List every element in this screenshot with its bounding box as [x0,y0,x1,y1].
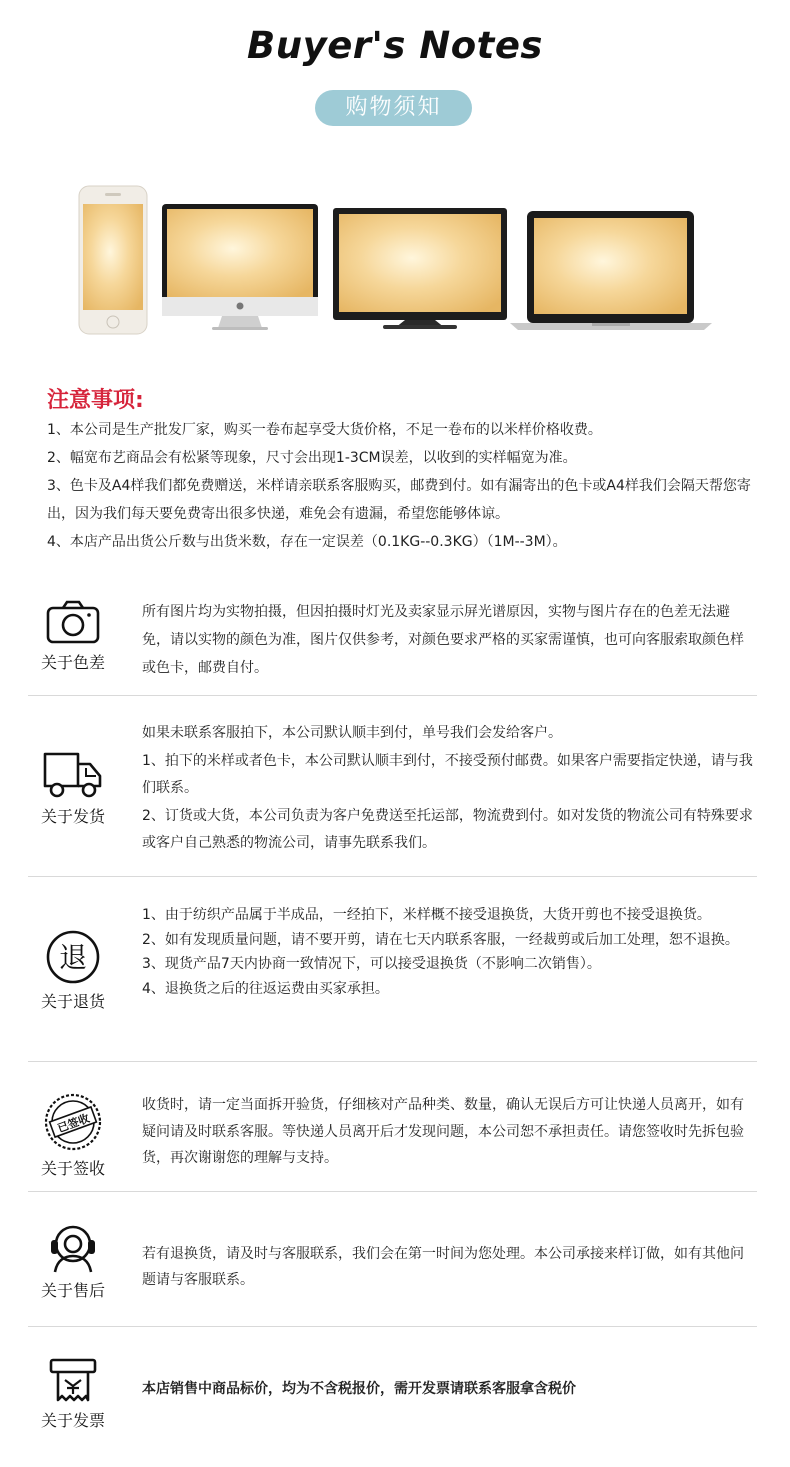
section-text: 3、现货产品7天内协商一致情况下，可以接受退换货（不影响二次销售）。 [142,956,601,972]
section-label: 关于退货 [40,992,105,1011]
subtitle-badge: 购物须知 [315,90,472,126]
section-label: 关于色差 [40,653,105,672]
section-returns [28,903,757,1053]
section-text: 本店销售中商品标价，均为不含税报价，需开发票请联系客服拿含税价 [142,1381,576,1397]
page-title: Buyer's Notes [247,24,543,67]
notice-item: 2、幅宽布艺商品会有松紧等现象，尺寸会出现1-3CM误差，以收到的实样幅宽为准。 [47,450,577,466]
stamp-text: 已签收 [55,1111,92,1136]
section-text: 如果未联系客服拍下，本公司默认顺丰到付，单号我们会发给客户。 [142,725,562,741]
truck-icon [42,748,104,800]
section-text: 所有图片均为实物拍摄，但因拍摄时灯光及卖家显示屏光谱原因，实物与图片存在的色差无法避免，请以实物的颜色为准，图片仅供参考，对颜色要求严格的买家需谨慎，也可向客服索取颜色样或色卡，邮费自付。 [142,604,744,676]
section-text: 1、拍下的米样或者色卡，本公司默认顺丰到付，不接受预付邮费。如果客户需要指定快递，请与我们联系。 [142,752,753,796]
customer-service-icon [45,1222,101,1274]
invoice-icon [48,1356,98,1404]
section-shipping [28,720,757,860]
phone-device [79,186,147,334]
section-icon-wrap [28,929,118,1012]
section-text: 4、退换货之后的往返运费由买家承担。 [142,980,389,997]
section-body [142,1241,754,1293]
section-icon-wrap [28,1092,118,1179]
section-text: 2、订货或大货，本公司负责为客户免费送至托运部，物流费到付。如对发货的物流公司有特殊要求或客户自己熟悉的物流公司，请事先联系我们。 [142,807,753,851]
section-invoice [28,1356,757,1436]
section-label: 关于售后 [40,1281,105,1300]
section-sign-for [28,1092,757,1182]
section-text: 收货时，请一定当面拆开验货，仔细核对产品种类、数量，确认无误后方可让快递人员离开，如有疑问请及时联系客服。等快递人员离开后才发现问题，本公司恕不承担责任。请您签收时先拆包验货，再次谢谢您的理解与支持。 [142,1097,744,1166]
section-icon-wrap [28,748,118,827]
section-label: 关于发货 [40,807,105,826]
divider [28,1191,757,1192]
section-text: 1、由于纺织产品属于半成品，一经拍下，米样概不接受退换货，大货开剪也不接受退换货。 [142,907,711,923]
section-icon-wrap [28,1356,118,1431]
divider [28,695,757,696]
return-icon [45,929,101,985]
notice-title: 注意事项: [47,388,144,413]
section-text: 若有退换货，请及时与客服联系，我们会在第一时间为您处理。本公司承接来样订做，如有其他问题请与客服联系。 [142,1246,744,1288]
divider [28,1061,757,1062]
section-text: 2、如有发现质量问题，请不要开剪，请在七天内联系客服，一经裁剪或后加工处理，恕不退换。 [142,931,739,948]
return-icon-char: 退 [58,941,88,974]
section-body [142,1376,754,1402]
notice-list [47,416,759,556]
camera-icon [45,600,101,646]
section-icon-wrap [28,600,118,673]
section-label: 关于签收 [40,1159,105,1178]
devices-illustration [0,180,790,340]
section-after-sales [28,1222,757,1302]
received-stamp-icon [43,1092,103,1152]
divider [28,876,757,877]
monitor-device [162,204,318,330]
notice-item: 3、色卡及A4样我们都免费赠送，米样请亲联系客服购买，邮费到付。如有漏寄出的色卡或A4样我们会隔天帮您寄出，因为我们每天要免费寄出很多快递，难免会有遗漏，希望您能够体谅。 [47,478,751,522]
tv-device [333,208,507,329]
laptop-device [510,211,712,330]
section-body [142,903,754,1001]
section-body [142,598,754,682]
section-icon-wrap [28,1222,118,1301]
notice-item: 1、本公司是生产批发厂家，购买一卷布起享受大货价格，不足一卷布的以米样价格收费。 [47,422,602,438]
section-color-difference [28,598,757,688]
section-label: 关于发票 [40,1411,105,1430]
section-body [142,1092,754,1172]
notice-item: 4、本店产品出货公斤数与出货米数，存在一定误差（0.1KG--0.3KG）（1M--3M）。 [47,534,567,550]
divider [28,1326,757,1327]
section-body [142,720,754,858]
